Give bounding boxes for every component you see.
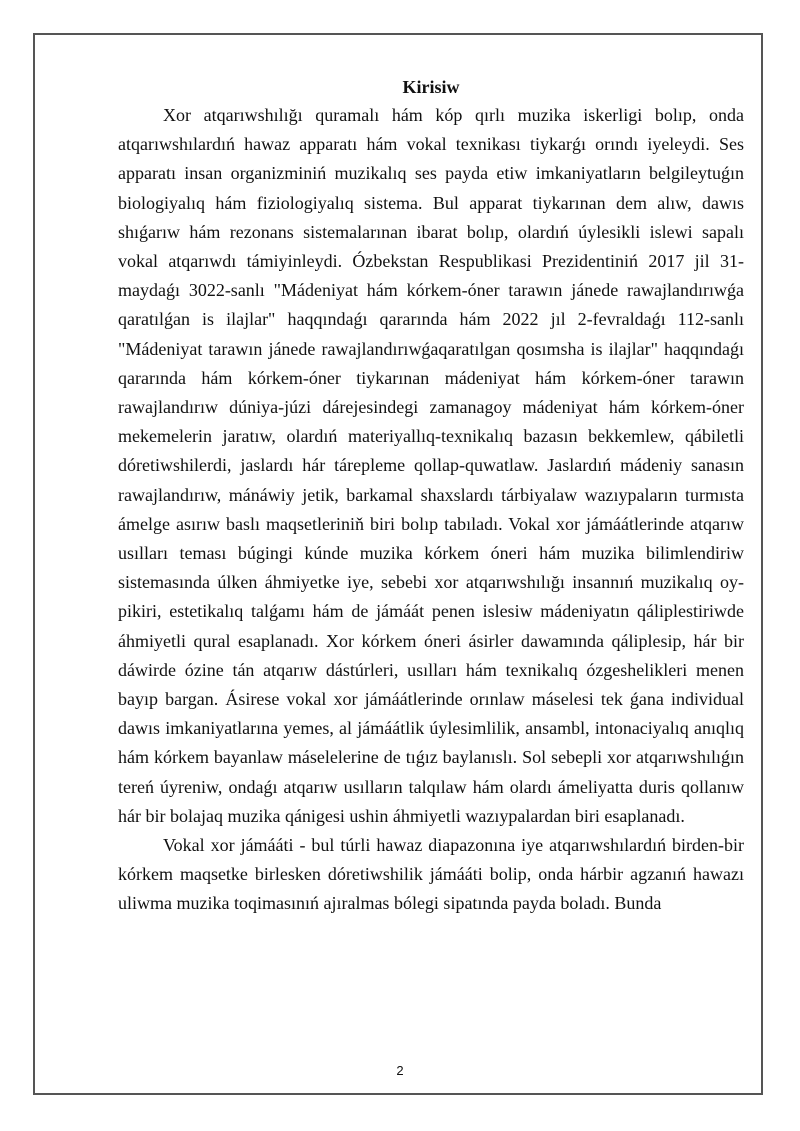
page-number: 2 xyxy=(396,1063,404,1078)
paragraph-1: Xor atqarıwshılığı quramalı hám kóp qırlı muzika iskerligi bolıp, onda atqarıwshılardıń hawaz apparatı hám vokal texnikası tiykarǵı orındı iyeleydi. Ses apparatı insan organizminiń muzikalıq ses payda etiw imkaniyatların belgileytuǵın biologiyalıq hám fiziologiyalıq sistema. Bul apparat tiykarınan dem alıw, dawıs shıǵarıw hám rezonans sistemalarınan ibarat bolıp, olardıń úylesikli islewi sapalı vokal atqarıwdı támiyinleydi. Ózbekstan Respublikasi Prezidentiniń 2017 jil 31-maydaǵı 3022-sanlı "Mádeniyat hám kórkem-óner tarawın jánede rawajlandırıwǵa qaratılǵan is ilajlar" haqqındaǵı qararında hám 2022 jıl 2-fevraldaǵı 112-sanlı "Mádeniyat tarawın jánede rawajlandırıwǵaqaratılgan qosımsha is ilajlar" haqqındaǵı qararında hám kórkem-óner tiykarınan mádeniyat hám kórkem-óner tarawın rawajlandırıw dúniya-júzi dárejesindegi zamanagoy mádeniyat hám kórkem-óner mekemelerin jaratıw, olardıń materiyallıq-texnikalıq bazasın bekkemlew, qábiletli dóretiwshilerdi, jaslardı hár tárepleme qollap-quwatlaw. Jaslardıń mádeniy sanasın rawajlandırıw, mánáwiy jetik, barkamal shaxslardı tárbiyalaw wazıypaların turmısta ámelge asırıw baslı maqsetleriniň biri bolıp tabıladı. Vokal xor jámáátlerinde atqarıw usılları teması búgingi kúnde muzika kórkem óneri hám muzika bilimlendiriw sistemasında úlken áhmiyetke iye, sebebi xor atqarıwshılığı insannıń muzikalıq oy-pikiri, estetikalıq talǵamı hám de jámáát penen islesiw mádeniyatın qáliplestiriwde áhmiyetli qural esaplanadı. Xor kórkem óneri ásirler dawamında qáliplesip, hár bir dáwirde ózine tán atqarıw dástúrleri, usılları hám texnikalıq ózgeshelikleri menen bayıp bargan. Ásirese vokal xor jámáátlerinde orınlaw máselesi tek ǵana individual dawıs imkaniyatlarına yemes, al jámáátlik úylesimlilik, ansambl, intonaciyalıq anıqlıq hám kórkem bayanlaw máselelerine de tıǵız baylanıslı. Sol sebepli xor atqarıwshılıǵın tereń úyreniw, ondaǵı atqarıw usılların talqılaw hám olardı ámeliyatta duris qollanıw hár bir bolajaq muzika qánigesi ushin áhmiyetli wazıypalardan biri esaplanadı. xyxy=(118,105,744,826)
paragraph-2: Vokal xor jámááti - bul túrli hawaz diapazonına iye atqarıwshılardıń birden-bir kórkem maqsetke birlesken dóretiwshilik jámááti bolip, onda hárbir agzanıń hawazı uliwma muzika toqimasınıń ajıralmas bólegi sipatında payda boladı. Bunda xyxy=(118,835,744,914)
document-body xyxy=(118,73,744,919)
document-title: Kirisiw xyxy=(402,77,460,97)
